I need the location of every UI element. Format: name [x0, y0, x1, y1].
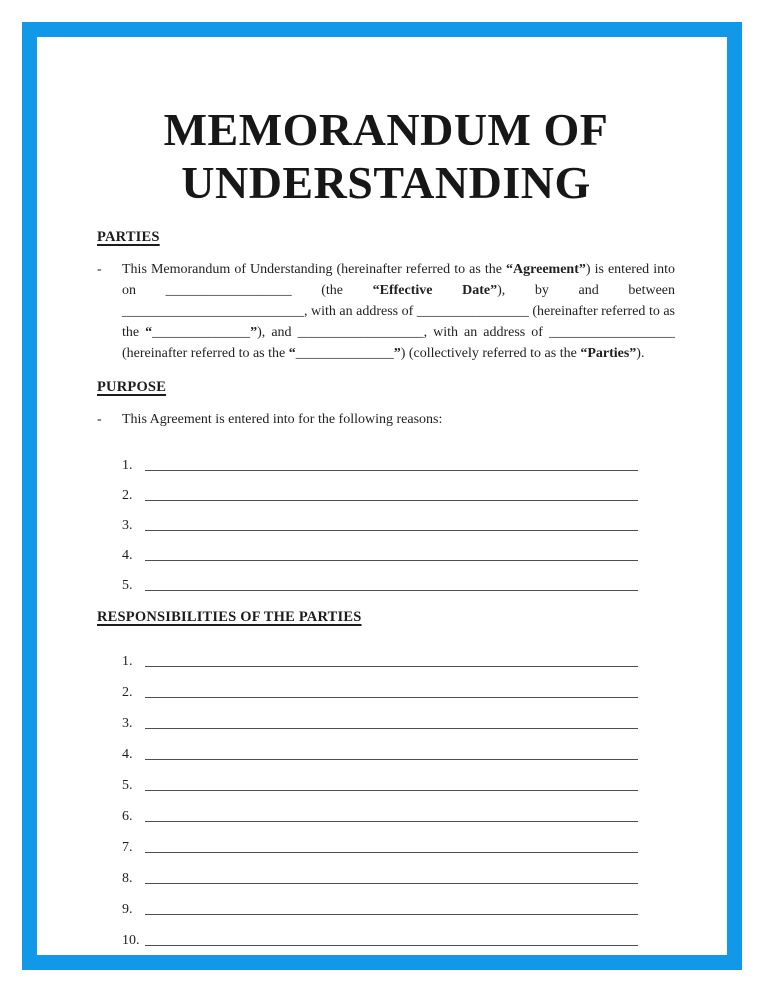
text-segment: , with an address of: [304, 304, 417, 319]
responsibilities-list: [97, 639, 675, 949]
item-number: 3.: [122, 518, 133, 533]
blank-field[interactable]: ______________: [295, 346, 394, 361]
responsibilities-list-item: [97, 763, 675, 794]
item-number: 5.: [122, 578, 133, 593]
purpose-list: [97, 444, 675, 594]
text-segment: ) (collectively referred to as the: [400, 346, 581, 361]
page-content: [37, 37, 727, 955]
fill-in-line[interactable]: [145, 697, 638, 698]
parties-heading: PARTIES: [97, 229, 160, 245]
responsibilities-list-item: [97, 825, 675, 856]
responsibilities-list-item: [97, 639, 675, 670]
text-segment: , with an address of: [423, 325, 549, 340]
parties-paragraph: [122, 259, 675, 364]
item-number: 2.: [122, 685, 133, 700]
item-number: 9.: [122, 902, 133, 917]
fill-in-line[interactable]: [145, 666, 638, 667]
text-segment: (the: [291, 283, 373, 298]
text-segment: “Effective Date”: [372, 283, 498, 298]
item-number: 8.: [122, 871, 133, 886]
text-segment: “Agreement”: [506, 262, 586, 277]
fill-in-line[interactable]: [145, 759, 638, 760]
blank-field[interactable]: ______________: [152, 325, 251, 340]
section-parties: [97, 229, 675, 364]
text-segment: ) is entered into on: [122, 262, 675, 298]
item-number: 5.: [122, 778, 133, 793]
responsibilities-list-item: [97, 887, 675, 918]
item-number: 7.: [122, 840, 133, 855]
text-segment: (hereinafter referred to as the: [122, 346, 289, 361]
title-line-1: MEMORANDUM OF: [163, 104, 609, 155]
dash-bullet: -: [97, 262, 102, 277]
section-responsibilities: [97, 609, 675, 949]
fill-in-line[interactable]: [145, 530, 638, 531]
purpose-intro: This Agreement is entered into for the following reasons:: [122, 412, 443, 427]
fill-in-line[interactable]: [145, 560, 638, 561]
document-title: [97, 103, 675, 209]
responsibilities-list-item: [97, 670, 675, 701]
item-number: 6.: [122, 809, 133, 824]
responsibilities-list-item: [97, 701, 675, 732]
blank-field[interactable]: __________________________: [122, 304, 304, 319]
blank-field[interactable]: __________________: [548, 325, 675, 340]
fill-in-line[interactable]: [145, 945, 638, 946]
title-line-2: UNDERSTANDING: [181, 157, 591, 208]
text-segment: (hereinafter referred to as the: [122, 304, 676, 340]
purpose-list-item: [97, 504, 675, 534]
fill-in-line[interactable]: [145, 790, 638, 791]
purpose-list-item: [97, 564, 675, 594]
responsibilities-list-item: [97, 732, 675, 763]
text-segment: “Parties”: [580, 346, 637, 361]
purpose-list-item: [97, 444, 675, 474]
fill-in-line[interactable]: [145, 852, 638, 853]
item-number: 4.: [122, 747, 133, 762]
purpose-list-item: [97, 474, 675, 504]
text-segment: “: [145, 325, 153, 340]
fill-in-line[interactable]: [145, 821, 638, 822]
responsibilities-list-item: [97, 856, 675, 887]
purpose-intro-row: [97, 409, 675, 430]
section-purpose: [97, 379, 675, 594]
purpose-list-item: [97, 534, 675, 564]
fill-in-line[interactable]: [145, 728, 638, 729]
text-segment: ), by and between: [497, 283, 675, 298]
item-number: 1.: [122, 654, 133, 669]
parties-paragraph-row: [97, 259, 675, 364]
fill-in-line[interactable]: [145, 883, 638, 884]
fill-in-line[interactable]: [145, 914, 638, 915]
text-segment: ”: [250, 325, 258, 340]
purpose-heading: PURPOSE: [97, 379, 167, 395]
item-number: 2.: [122, 488, 133, 503]
item-number: 4.: [122, 548, 133, 563]
responsibilities-heading: RESPONSIBILITIES OF THE PARTIES: [97, 609, 362, 625]
blank-field[interactable]: __________________: [165, 283, 292, 298]
blank-field[interactable]: __________________: [297, 325, 424, 340]
item-number: 3.: [122, 716, 133, 731]
blank-field[interactable]: ________________: [416, 304, 529, 319]
dash-bullet: -: [97, 412, 102, 427]
fill-in-line[interactable]: [145, 590, 638, 591]
fill-in-line[interactable]: [145, 470, 638, 471]
fill-in-line[interactable]: [145, 500, 638, 501]
text-segment: “: [288, 346, 296, 361]
page-frame: [22, 22, 742, 970]
text-segment: ”: [393, 346, 401, 361]
item-number: 1.: [122, 458, 133, 473]
text-segment: This Memorandum of Understanding (hereinafter referred to as the: [122, 262, 507, 277]
responsibilities-list-item: [97, 794, 675, 825]
item-number: 10.: [122, 933, 140, 948]
text-segment: ), and: [257, 325, 298, 340]
responsibilities-list-item: [97, 918, 675, 949]
text-segment: ).: [636, 346, 645, 361]
